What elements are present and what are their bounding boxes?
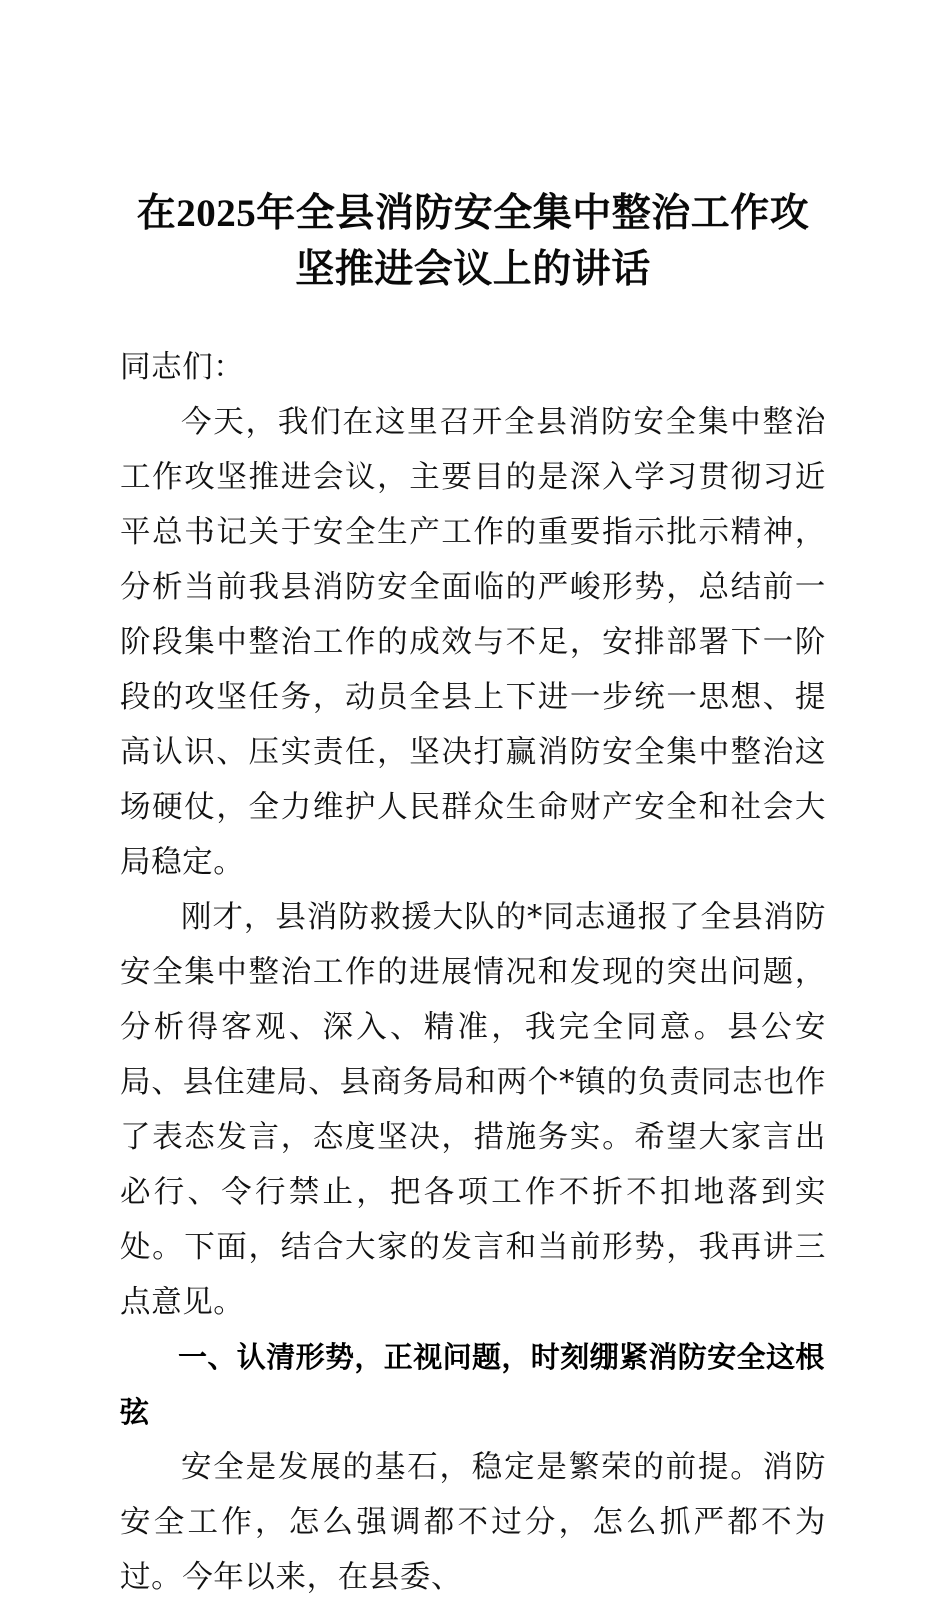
page-title: 在2025年全县消防安全集中整治工作攻坚推进会议上的讲话	[136, 192, 810, 291]
title-spacer	[120, 298, 826, 340]
paragraph-section-one-body: 安全是发展的基石，稳定是繁荣的前提。消防安全工作，怎么强调都不过分，怎么抓严都不为过。今年以来，在县委、	[120, 1450, 826, 1595]
document-body	[120, 0, 826, 1605]
salutation-line: 同志们：	[120, 350, 245, 385]
paragraph-opening-purpose: 今天，我们在这里召开全县消防安全集中整治工作攻坚推进会议，主要目的是深入学习贯彻习近平总书记关于安全生产工作的重要指示批示精神，分析当前我县消防安全面临的严峻形势，总结前一阶段集中整治工作的成效与不足，安排部署下一阶段的攻坚任务，动员全县上下进一步统一思想、提高认识、压实责任，坚决打赢消防安全集中整治这场硬仗，全力维护人民群众生命财产安全和社会大局稳定。	[120, 405, 826, 880]
paragraph-briefing-summary: 刚才，县消防救援大队的*同志通报了全县消防安全集中整治工作的进展情况和发现的突出问题，分析得客观、深入、精准，我完全同意。县公安局、县住建局、县商务局和两个*镇的负责同志也作了表态发言，态度坚决，措施务实。希望大家言出必行、令行禁止，把各项工作不折不扣地落到实处。下面，结合大家的发言和当前形势，我再讲三点意见。	[120, 900, 826, 1320]
section-heading-one: 一、认清形势，正视问题，时刻绷紧消防安全这根弦	[120, 1340, 825, 1429]
